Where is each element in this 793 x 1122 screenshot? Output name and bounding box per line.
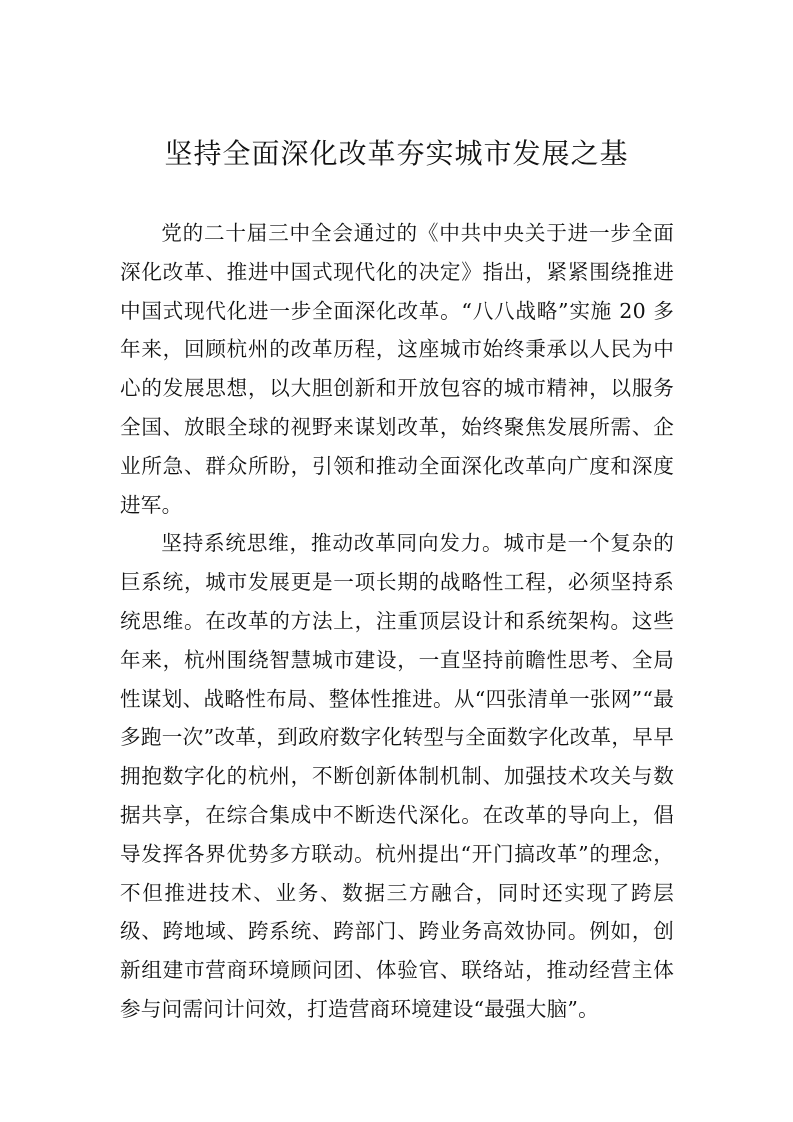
paragraph-systems-thinking: 坚持系统思维，推动改革同向发力。城市是一个复杂的巨系统，城市发展更是一项长期的战略性工程，必须坚持系统思维。在改革的方法上，注重顶层设计和系统架构。这些年来，杭州围绕智慧城市建设，一直坚持前瞻性思考、全局性谋划、战略性布局、整体性推进。从“四张清单一张网”“最多跑一次”改革，到政府数字化转型与全面数字化改革，早早拥抱数字化的杭州，不断创新体制机制、加强技术攻关与数据共享，在综合集成中不断迭代深化。在改革的导向上，倡导发挥各界优势多方联动。杭州提出“开门搞改革”的理念，不但推进技术、业务、数据三方融合，同时还实现了跨层级、跨地域、跨系统、跨部门、跨业务高效协同。例如，创新组建市营商环境顾问团、体验官、联络站，推动经营主体参与问需问计问效，打造营商环境建设“最强大脑”。 [120, 531, 674, 1021]
document-body [120, 214, 674, 1029]
paragraph-intro: 党的二十届三中全会通过的《中共中央关于进一步全面深化改革、推进中国式现代化的决定》指出，紧紧围绕推进中国式现代化进一步全面深化改革。“八八战略”实施 20 多年来，回顾杭州的改革历程，这座城市始终秉承以人民为中心的发展思想，以大胆创新和开放包容的城市精神，以服务全国、放眼全球的视野来谋划改革，始终聚焦发展所需、企业所急、群众所盼，引领和推动全面深化改革向广度和深度进军。 [120, 221, 674, 517]
document-title: 坚持全面深化改革夯实城市发展之基 [164, 137, 629, 170]
